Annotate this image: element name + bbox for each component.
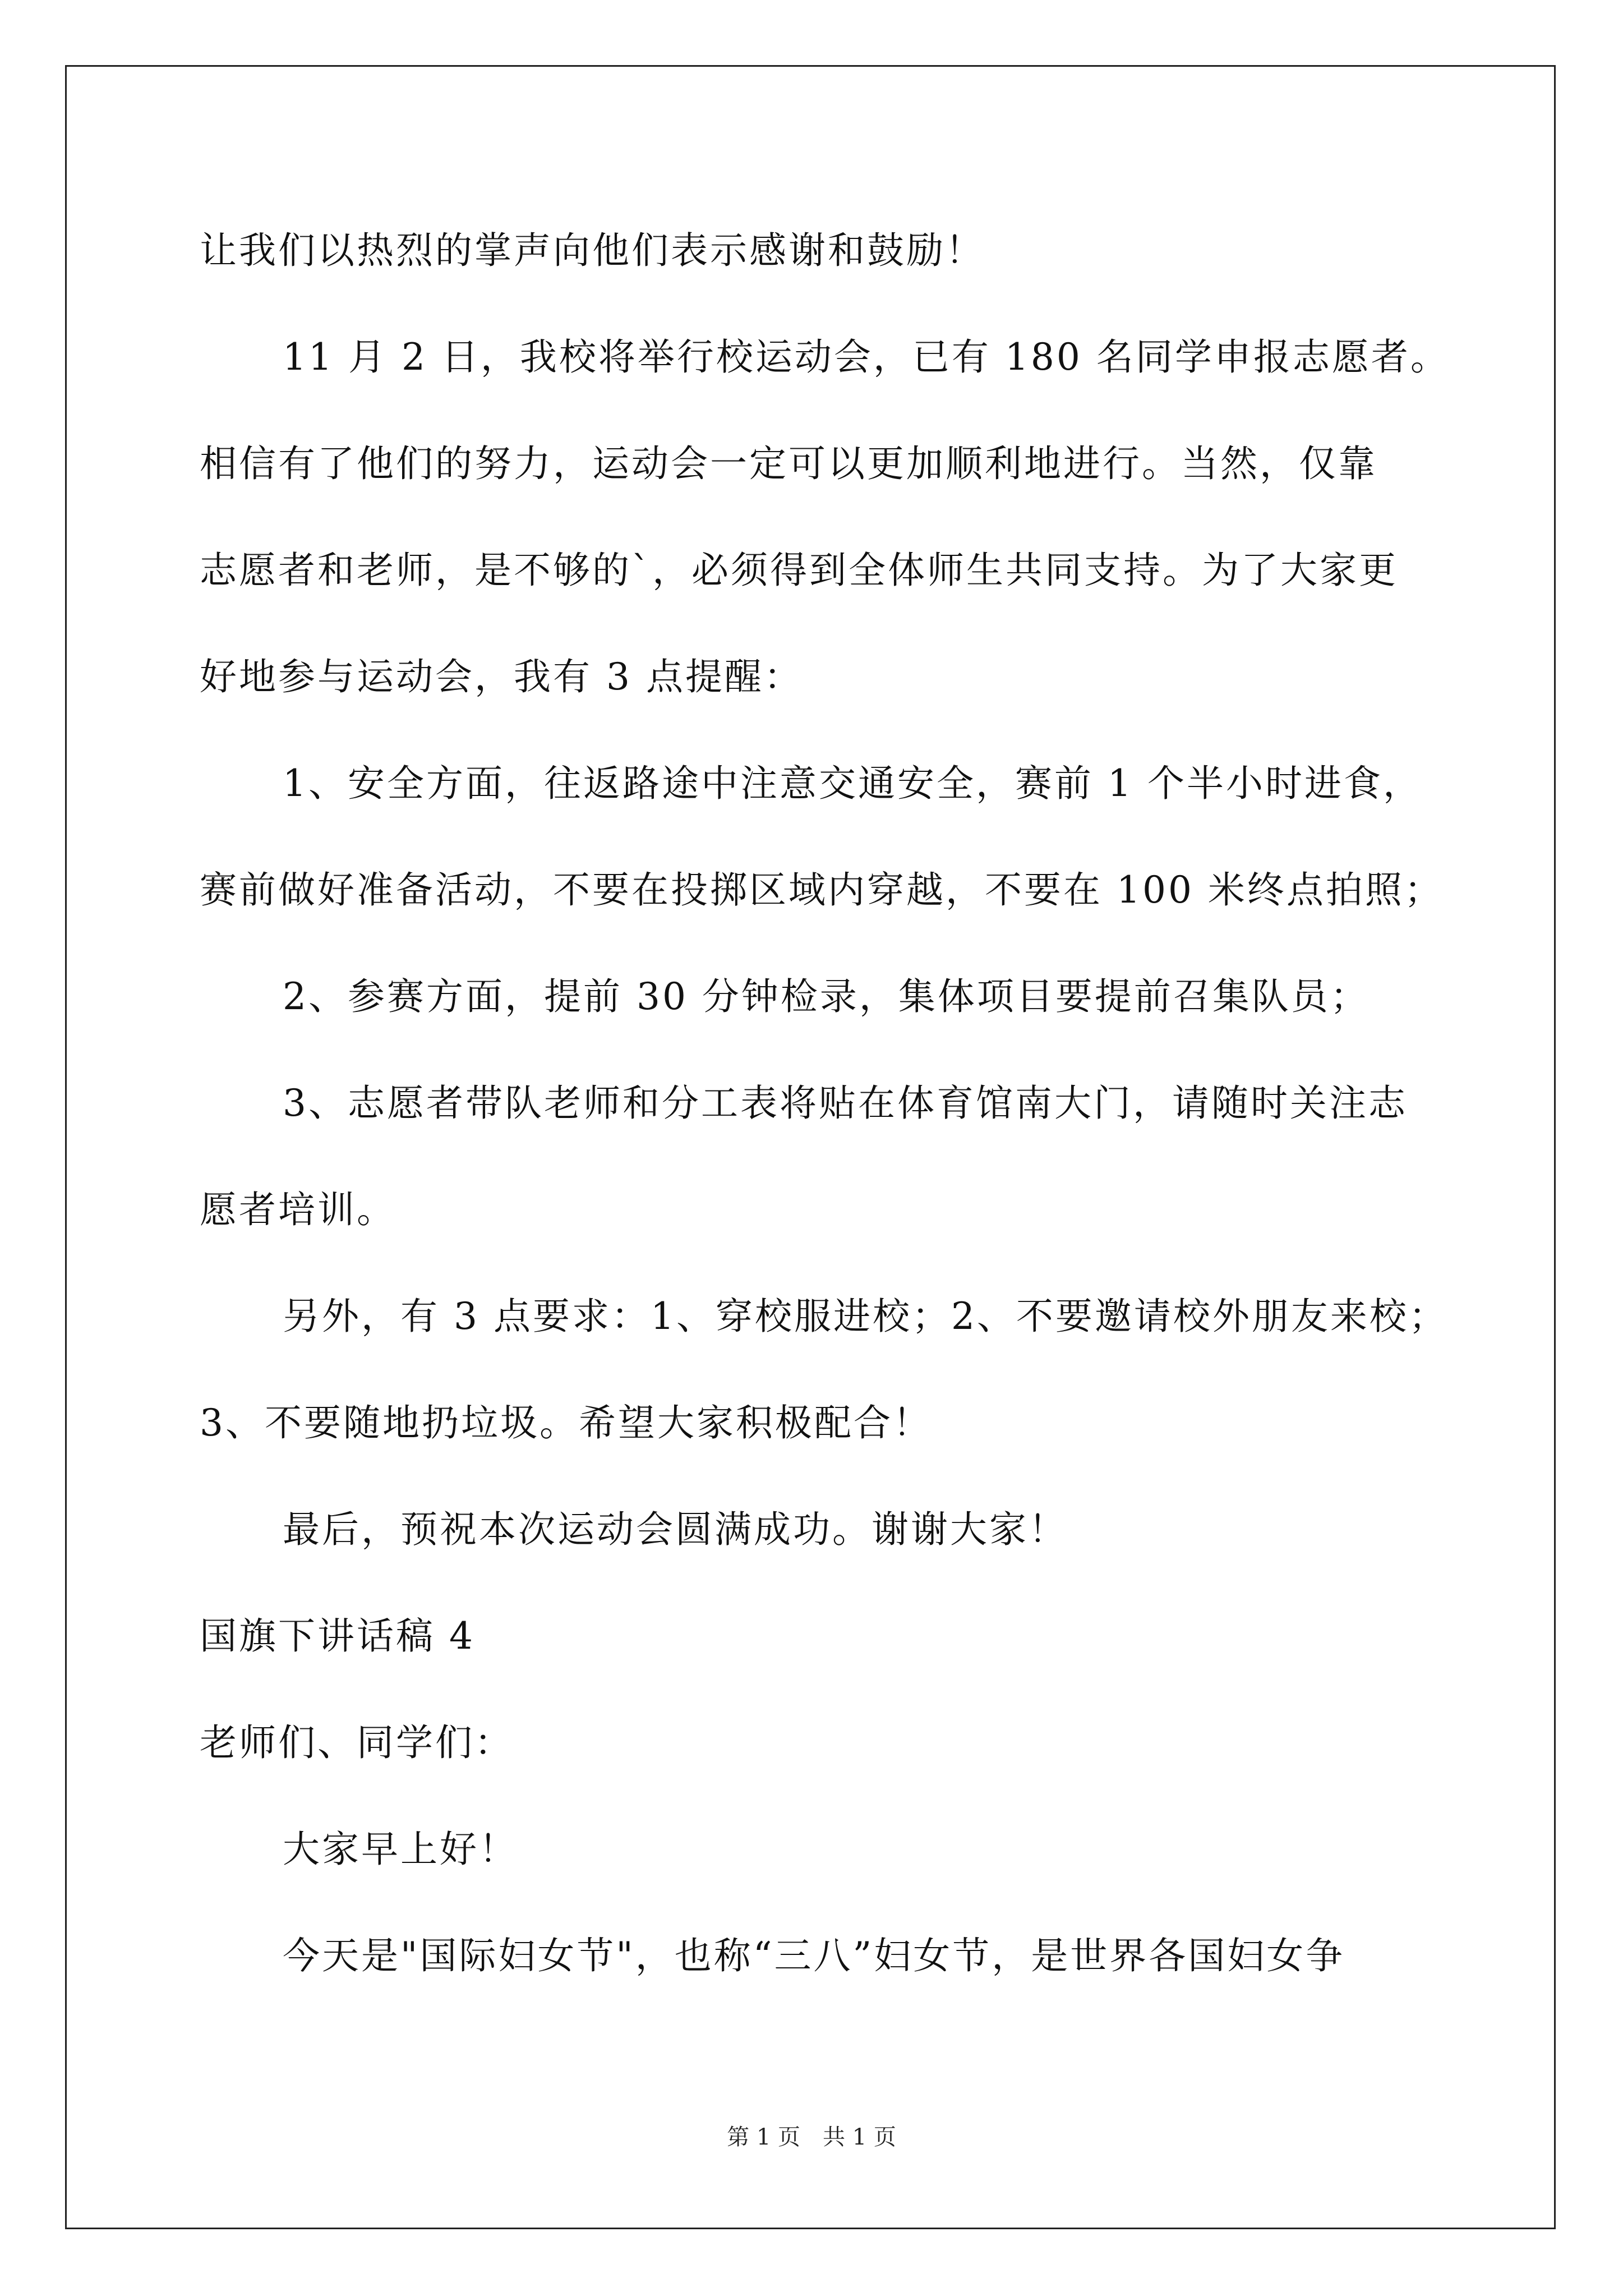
text-line: 今天是"国际妇女节"，也称“三八”妇女节，是世界各国妇女争 [283, 1934, 1345, 1977]
text-line: 1、安全方面，往返路途中注意交通安全，赛前 1 个半小时进食， [283, 762, 1422, 805]
text-line: 好地参与运动会，我有 3 点提醒： [200, 655, 803, 698]
text-line: 另外，有 3 点要求：1、穿校服进校；2、不要邀请校外朋友来校； [283, 1295, 1448, 1338]
text-line: 相信有了他们的努力，运动会一定可以更加顺利地进行。当然，仅靠 [200, 442, 1377, 485]
text-line: 赛前做好准备活动，不要在投掷区域内穿越，不要在 100 米终点拍照； [200, 868, 1444, 912]
text-line: 让我们以热烈的掌声向他们表示感谢和鼓励！ [200, 229, 985, 272]
page-border [65, 65, 1556, 2229]
text-line: 愿者培训。 [200, 1188, 396, 1231]
text-line: 3、志愿者带队老师和分工表将贴在体育馆南大门，请随时关注志 [283, 1082, 1408, 1125]
text-line: 志愿者和老师，是不够的`，必须得到全体师生共同支持。为了大家更 [200, 549, 1398, 592]
text-line: 2、参赛方面，提前 30 分钟检录，集体项目要提前召集队员； [283, 975, 1370, 1018]
greeting: 大家早上好！ [283, 1828, 518, 1871]
section-heading: 国旗下讲话稿 4 [200, 1614, 475, 1658]
text-line: 11 月 2 日，我校将举行校运动会，已有 180 名同学申报志愿者。 [283, 335, 1450, 379]
text-line: 最后，预祝本次运动会圆满成功。谢谢大家！ [283, 1508, 1068, 1551]
page-number: 第 1 页 共 1 页 [727, 2124, 896, 2150]
salutation: 老师们、同学们： [200, 1721, 514, 1764]
text-line: 3、不要随地扔垃圾。希望大家积极配合！ [200, 1401, 932, 1444]
